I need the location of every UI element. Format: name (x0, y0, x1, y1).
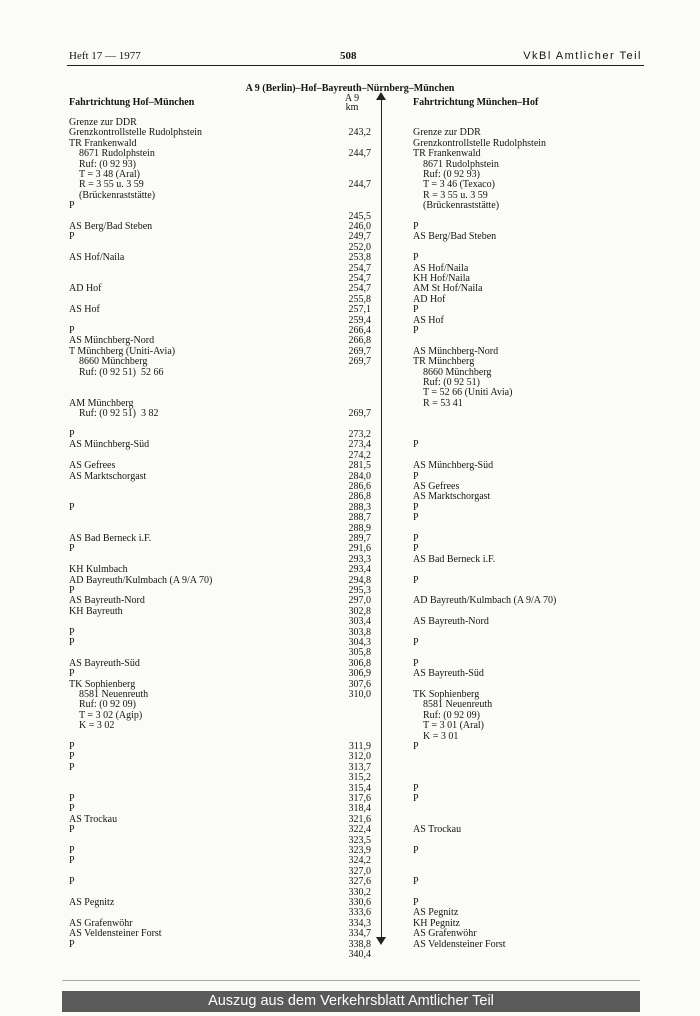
left-entry: AS Marktschorgast (69, 470, 147, 482)
left-entry: AD Hof (69, 283, 102, 295)
km-value: 305,8 (348, 647, 371, 659)
km-value: 306,8 (348, 657, 371, 669)
right-entry: P (413, 325, 419, 336)
arrow-up-icon (376, 92, 386, 100)
right-entry: AD Hof (413, 293, 446, 305)
left-entry: P (69, 845, 75, 856)
left-entry: AS Bad Berneck i.F. (69, 533, 152, 544)
km-value: 244,7 (348, 179, 371, 191)
right-entry: AS Hof/Naila (413, 262, 469, 274)
left-entry: Grenzkontrollstelle Rudolphstein (69, 127, 203, 139)
right-entry: Ruf: (0 92 51) (423, 377, 480, 388)
right-entry: Grenzkontrollstelle Rudolphstein (413, 137, 547, 149)
km-value: 318,4 (348, 803, 371, 815)
km-value: 322,4 (348, 824, 371, 836)
right-entry: AD Bayreuth/Kulmbach (A 9/A 70) (413, 595, 557, 607)
km-value: 249,7 (348, 231, 371, 243)
right-entry: TK Sophienberg (413, 689, 480, 700)
left-entry: P (69, 751, 75, 763)
km-value: 269,7 (348, 356, 371, 368)
km-value: 269,7 (348, 408, 371, 420)
km-value: 312,0 (348, 751, 371, 763)
footer-banner: Auszug aus dem Verkehrsblatt Amtlicher Teil (62, 991, 640, 1012)
km-value: 334,7 (348, 928, 371, 940)
left-entry: (Brückenraststätte) (79, 189, 156, 201)
left-entry: 8671 Rudolphstein (79, 148, 155, 160)
km-value: 266,8 (348, 335, 371, 347)
right-entry: 8581 Neuenreuth (423, 699, 493, 711)
left-entry: 8581 Neuenreuth (79, 689, 149, 700)
km-value: 284,0 (348, 470, 371, 482)
right-entry: T = 52 66 (Uniti Avia) (423, 387, 513, 399)
right-entry: P (413, 876, 419, 888)
left-entry: P (69, 325, 75, 336)
km-value: 334,3 (348, 917, 371, 929)
km-value: 254,7 (348, 262, 371, 274)
left-entry: 8660 Münchberg (79, 356, 148, 368)
km-value: 306,9 (348, 668, 371, 680)
left-entry: AS Münchberg-Nord (69, 335, 155, 347)
left-entry: P (69, 938, 75, 950)
km-value: 333,6 (348, 907, 371, 919)
right-entry: T = 3 46 (Texaco) (423, 179, 495, 191)
left-entry: Ruf: (0 92 51) 3 82 (79, 408, 159, 420)
left-entry: AS Grafenwöhr (69, 917, 133, 929)
km-value: 330,6 (348, 897, 371, 908)
right-entry: AS Bayreuth-Süd (413, 668, 484, 680)
km-value: 304,3 (348, 637, 371, 648)
left-entry: P (69, 824, 75, 836)
left-entry: AS Pegnitz (69, 897, 115, 908)
km-value: 243,2 (348, 127, 371, 139)
left-entry: AS Veldensteiner Forst (69, 928, 162, 940)
left-entry: AS Münchberg-Süd (69, 439, 150, 451)
km-value: 246,0 (348, 221, 371, 232)
km-value: 315,4 (348, 782, 371, 794)
km-value: 311,9 (348, 741, 371, 752)
km-value: 269,7 (348, 345, 371, 357)
right-entry: AS Bayreuth-Nord (413, 616, 489, 628)
km-value: 321,6 (348, 813, 371, 825)
km-value: 330,2 (348, 886, 371, 898)
km-value: 338,8 (348, 938, 371, 950)
left-entry: P (69, 668, 75, 680)
page-number: 508 (340, 50, 357, 62)
km-value: 286,6 (348, 481, 371, 492)
right-entry: P (413, 637, 419, 648)
left-entry: K = 3 02 (79, 720, 115, 732)
km-value: 291,6 (348, 543, 371, 555)
left-entry: Ruf: (0 92 93) (79, 158, 136, 170)
right-entry: AS Gefrees (413, 481, 460, 492)
right-entry: T = 3 01 (Aral) (423, 720, 484, 732)
right-entry: P (413, 574, 419, 586)
km-value: 303,4 (348, 616, 371, 628)
km-value: 315,2 (348, 772, 371, 784)
header-rule (67, 65, 644, 66)
left-entry: AD Bayreuth/Kulmbach (A 9/A 70) (69, 574, 213, 586)
left-entry: AS Berg/Bad Steben (69, 221, 153, 232)
left-entry: P (69, 501, 75, 513)
right-entry: P (413, 657, 419, 669)
left-entry: R = 3 55 u. 3 59 (79, 179, 144, 191)
km-value: 259,4 (348, 314, 371, 326)
right-entry: P (413, 897, 419, 908)
km-value: 303,8 (348, 626, 371, 638)
left-entry: P (69, 543, 75, 555)
left-entry: Ruf: (0 92 09) (79, 699, 136, 711)
km-value: 286,8 (348, 491, 371, 503)
right-entry: (Brückenraststätte) (423, 200, 500, 212)
left-entry: TR Frankenwald (69, 137, 137, 149)
right-entry: P (413, 512, 419, 524)
route-title: A 9 (Berlin)–Hof–Bayreuth–Nürnberg–München (245, 83, 455, 94)
right-entry: P (413, 252, 419, 264)
km-value: 274,2 (348, 449, 371, 461)
left-entry: Ruf: (0 92 51) 52 66 (79, 366, 164, 378)
km-value: 288,3 (348, 501, 371, 513)
left-entry: T = 3 48 (Aral) (79, 169, 140, 180)
left-entry: AS Bayreuth-Süd (69, 657, 140, 669)
left-entry: KH Kulmbach (69, 564, 128, 576)
left-entry: P (69, 200, 75, 212)
right-entry: AM St Hof/Naila (413, 283, 483, 295)
km-value: 281,5 (348, 460, 371, 472)
km-value: 273,4 (348, 439, 371, 451)
left-entry: P (69, 429, 75, 440)
left-entry: P (69, 876, 75, 888)
left-entry: KH Bayreuth (69, 605, 123, 617)
right-entry: AS Hof (413, 314, 444, 326)
right-entry: P (413, 782, 419, 794)
km-value: 254,7 (348, 273, 371, 284)
right-entry: AS Berg/Bad Steben (413, 231, 497, 243)
left-entry: P (69, 626, 75, 638)
right-entry: P (413, 439, 419, 451)
right-entry: Ruf: (0 92 09) (423, 709, 480, 721)
right-entry: KH Hof/Naila (413, 273, 470, 284)
km-value: 302,8 (348, 605, 371, 617)
right-entry: R = 53 41 (423, 397, 463, 409)
left-entry: P (69, 761, 75, 773)
km-value: 252,0 (348, 241, 371, 253)
right-entry: AS Münchberg-Süd (413, 460, 494, 472)
km-value: 289,7 (348, 533, 371, 544)
direction-axis-line (381, 96, 382, 938)
right-entry: P (413, 304, 419, 316)
km-value: 266,4 (348, 325, 371, 336)
right-entry: P (413, 543, 419, 555)
left-entry: AS Trockau (69, 813, 118, 825)
right-entry: AS Veldensteiner Forst (413, 938, 506, 950)
km-value: 317,6 (348, 793, 371, 804)
left-entry: P (69, 231, 75, 243)
right-entry: AS Trockau (413, 824, 462, 836)
km-value: 244,7 (348, 148, 371, 160)
issue-label: Heft 17 — 1977 (69, 50, 141, 62)
right-entry: K = 3 01 (423, 730, 459, 742)
km-value: 297,0 (348, 595, 371, 607)
right-entry: P (413, 741, 419, 752)
arrow-down-icon (376, 937, 386, 945)
right-entry: AS Pegnitz (413, 907, 459, 919)
left-entry: AM Münchberg (69, 397, 134, 409)
right-column-heading: Fahrtrichtung München–Hof (413, 97, 539, 108)
left-entry: P (69, 855, 75, 867)
km-value: 253,8 (348, 252, 371, 264)
left-entry: TK Sophienberg (69, 678, 136, 690)
right-entry: AS Bad Berneck i.F. (413, 553, 496, 565)
left-entry: AS Bayreuth-Nord (69, 595, 145, 607)
km-value: 340,4 (348, 949, 371, 960)
publication-label: VkBl Amtlicher Teil (523, 50, 642, 62)
left-entry: AS Hof/Naila (69, 252, 125, 264)
right-entry: P (413, 221, 419, 232)
left-entry: AS Gefrees (69, 460, 116, 472)
left-entry: P (69, 585, 75, 596)
right-entry: Grenze zur DDR (413, 127, 481, 139)
right-entry: AS Münchberg-Nord (413, 345, 499, 357)
km-value: 288,7 (348, 512, 371, 524)
left-entry: P (69, 803, 75, 815)
right-entry: AS Grafenwöhr (413, 928, 477, 940)
km-value: 273,2 (348, 429, 371, 440)
right-entry: 8671 Rudolphstein (423, 158, 499, 170)
km-value: 323,5 (348, 834, 371, 846)
right-entry: P (413, 501, 419, 513)
left-entry: Grenze zur DDR (69, 117, 137, 128)
km-value: 313,7 (348, 761, 371, 773)
km-value: 245,5 (348, 210, 371, 222)
left-entry: P (69, 741, 75, 752)
right-entry: AS Marktschorgast (413, 491, 491, 503)
km-value: 288,9 (348, 522, 371, 534)
right-entry: TR Frankenwald (413, 148, 481, 160)
km-value: 295,3 (348, 585, 371, 596)
footer-rule (62, 980, 640, 981)
right-entry: P (413, 845, 419, 856)
km-value: 255,8 (348, 293, 371, 305)
km-value: 324,2 (348, 855, 371, 867)
km-value: 310,0 (348, 689, 371, 700)
right-entry: TR Münchberg (413, 356, 475, 368)
right-entry: P (413, 793, 419, 804)
km-value: 323,9 (348, 845, 371, 856)
right-entry: 8660 Münchberg (423, 366, 492, 378)
left-entry: T Münchberg (Uniti-Avia) (69, 345, 176, 357)
left-entry: P (69, 793, 75, 804)
km-axis-label: A 9 km (344, 93, 360, 113)
right-entry: P (413, 533, 419, 544)
left-column-heading: Fahrtrichtung Hof–München (69, 97, 195, 108)
km-value: 257,1 (348, 304, 371, 316)
km-value: 327,0 (348, 865, 371, 877)
km-value: 293,3 (348, 553, 371, 565)
right-entry: R = 3 55 u. 3 59 (423, 189, 488, 201)
right-entry: KH Pegnitz (413, 917, 460, 929)
km-value: 307,6 (348, 678, 371, 690)
left-entry: P (69, 637, 75, 648)
left-entry: T = 3 02 (Agip) (79, 709, 143, 721)
left-entry: AS Hof (69, 304, 100, 316)
km-value: 294,8 (348, 574, 371, 586)
km-value: 293,4 (348, 564, 371, 576)
km-value: 254,7 (348, 283, 371, 295)
right-entry: Ruf: (0 92 93) (423, 169, 480, 180)
km-value: 327,6 (348, 876, 371, 888)
right-entry: P (413, 470, 419, 482)
